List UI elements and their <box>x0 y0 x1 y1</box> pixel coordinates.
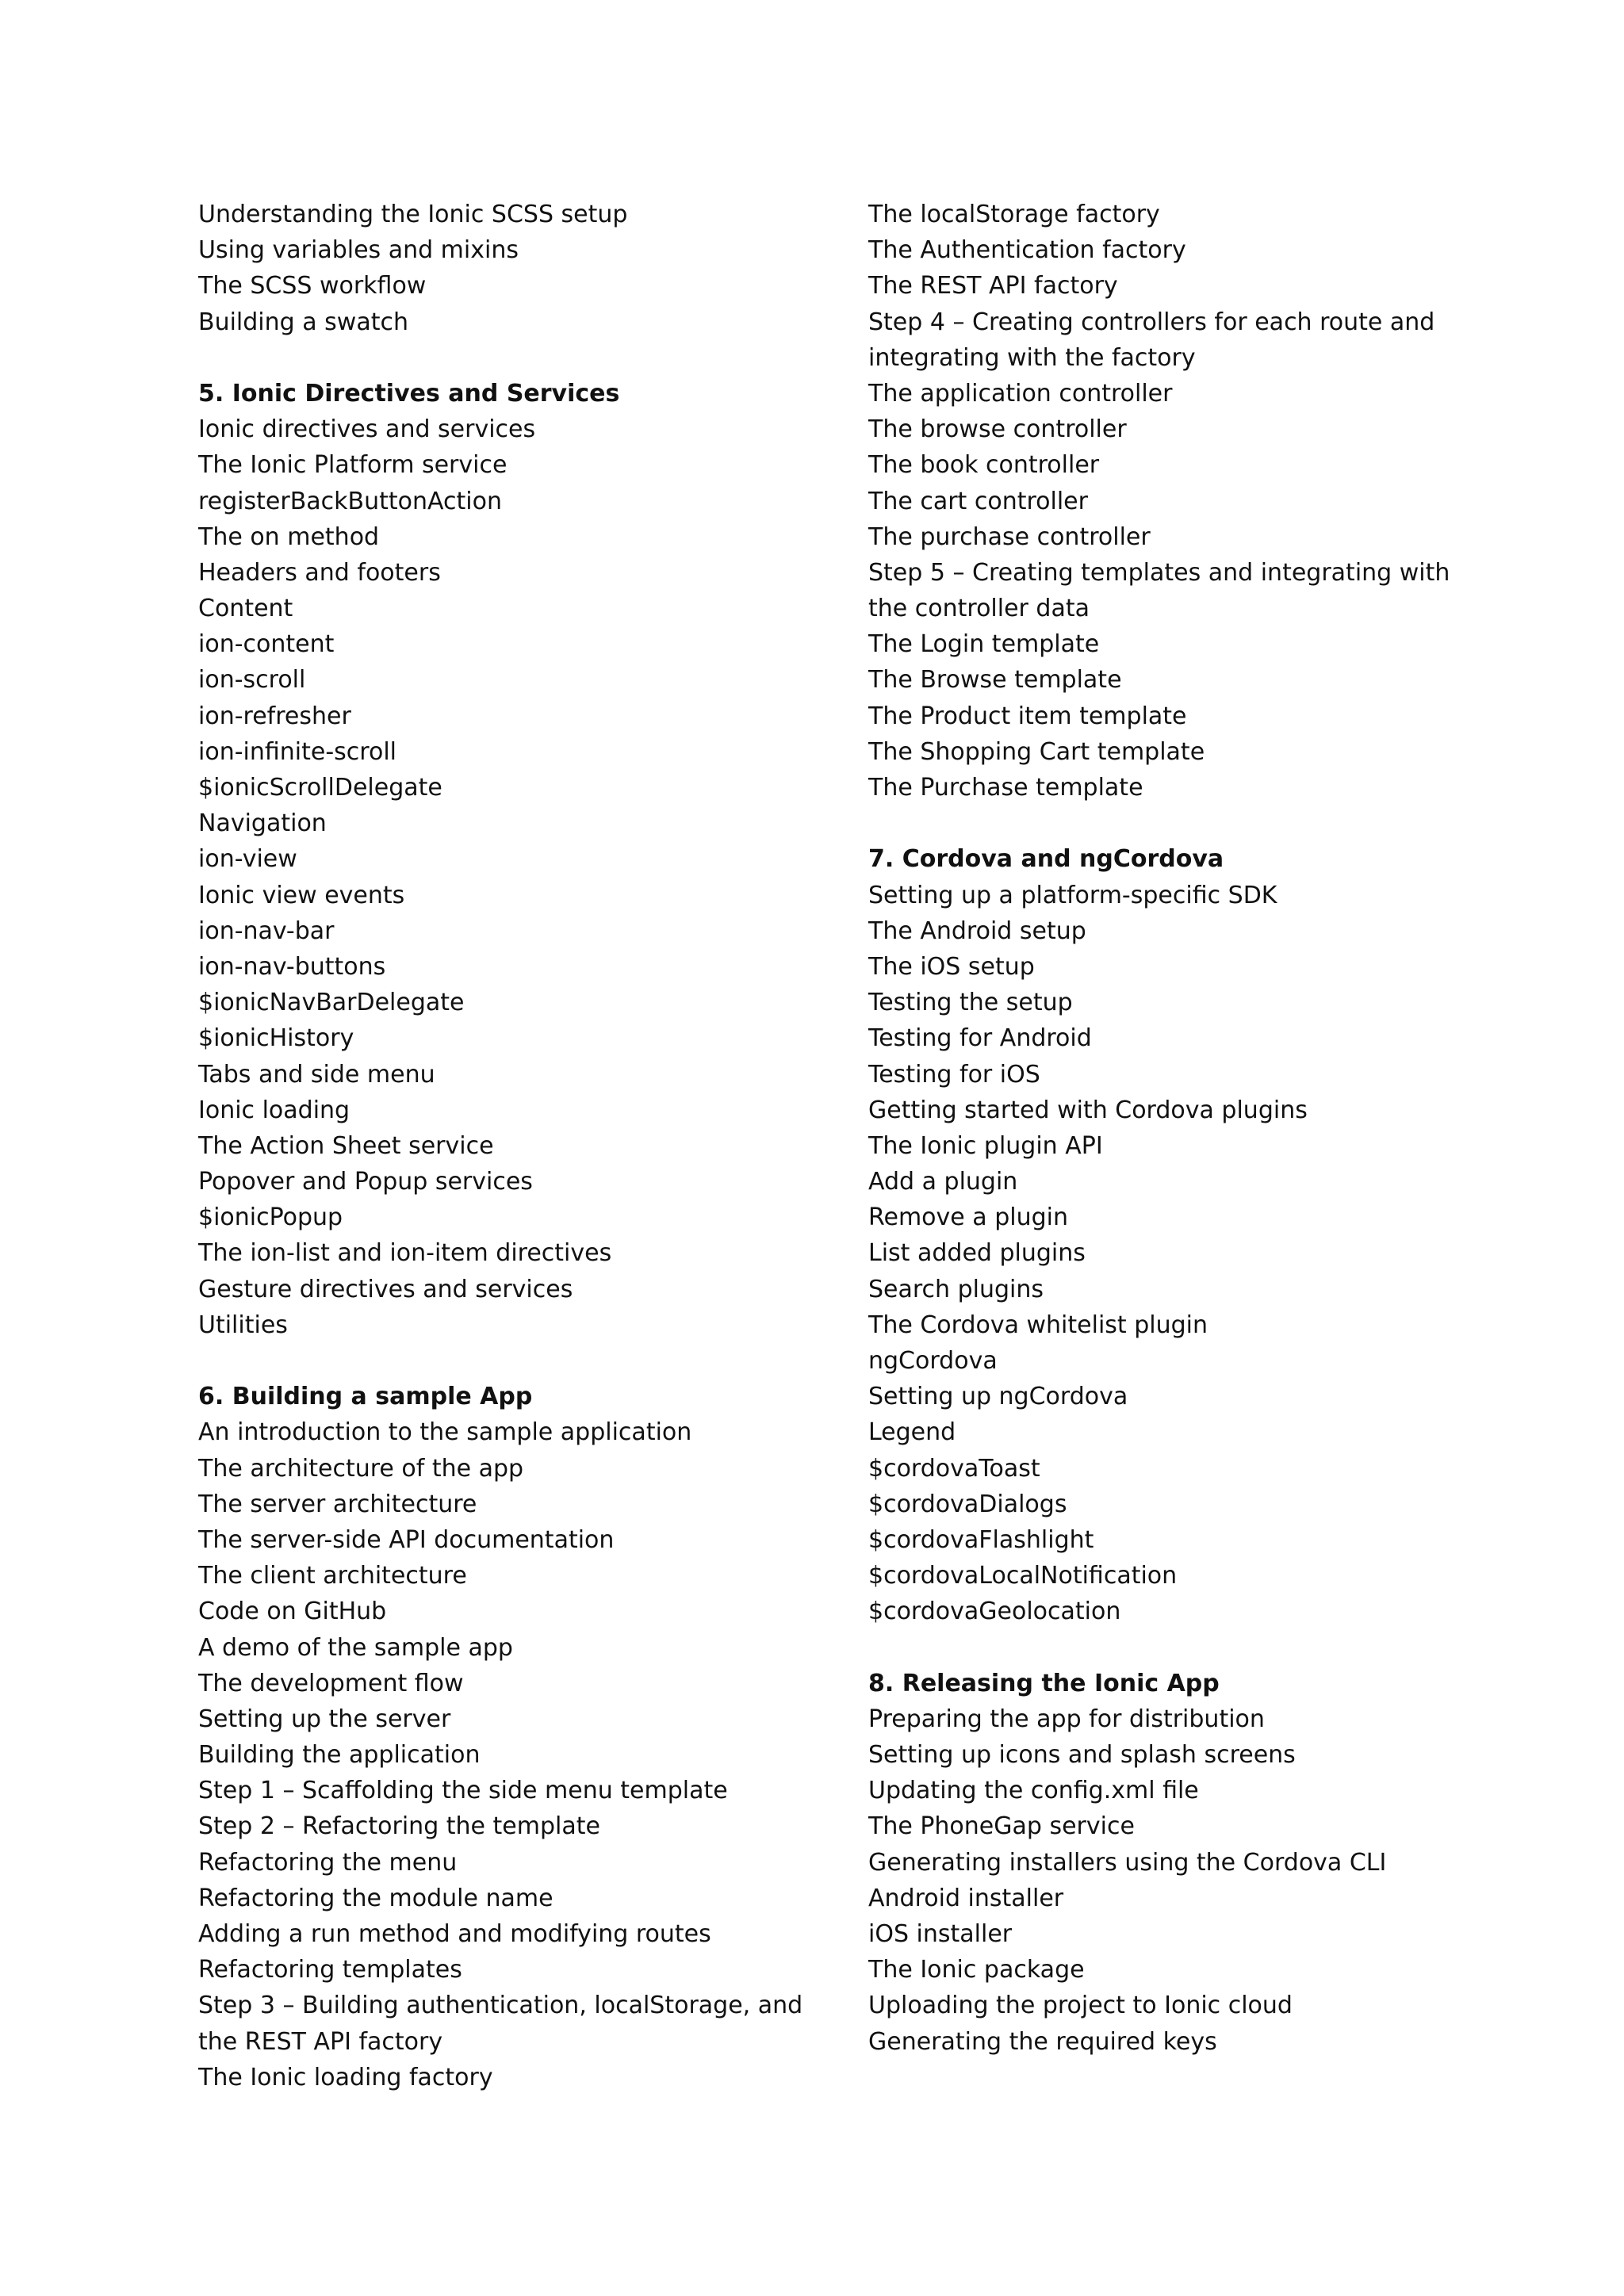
toc-entry: The Cordova whitelist plugin <box>868 1311 1208 1339</box>
toc-entry: ion-scroll <box>198 666 306 695</box>
toc-entry: Code on GitHub <box>198 1598 387 1626</box>
toc-entry: Remove a plugin <box>868 1203 1068 1232</box>
toc-entry: The development flow <box>198 1669 464 1697</box>
toc-entry: ion-content <box>198 630 335 659</box>
toc-entry: Testing for Android <box>868 1024 1092 1053</box>
toc-entry: ion-view <box>198 845 297 874</box>
toc-entry: The architecture of the app <box>198 1454 524 1483</box>
toc-entry: Setting up the server <box>198 1705 451 1733</box>
toc-entry: The Android setup <box>868 916 1086 945</box>
toc-entry: Step 1 – Scaffolding the side menu template <box>198 1777 728 1805</box>
toc-entry: The Authentication factory <box>868 236 1186 265</box>
toc-entry: The REST API factory <box>868 272 1118 300</box>
toc-entry: $cordovaLocalNotification <box>868 1562 1178 1590</box>
toc-entry: The purchase controller <box>868 522 1151 551</box>
toc-entry: Refactoring the menu <box>198 1848 458 1877</box>
chapter-heading: 8. Releasing the Ionic App <box>868 1669 1220 1697</box>
chapter-heading: 6. Building a sample App <box>198 1383 533 1411</box>
toc-entry: An introduction to the sample application <box>198 1418 692 1447</box>
toc-entry: The Browse template <box>868 666 1122 695</box>
toc-entry: The Ionic Platform service <box>198 451 508 480</box>
toc-entry: Generating the required keys <box>868 2027 1217 2056</box>
toc-entry: ion-nav-buttons <box>198 952 386 981</box>
toc-entry: Testing the setup <box>868 989 1073 1017</box>
toc-entry: Add a plugin <box>868 1168 1018 1196</box>
toc-entry: Search plugins <box>868 1275 1044 1303</box>
toc-entry: Preparing the app for distribution <box>868 1705 1265 1733</box>
toc-entry: Step 4 – Creating controllers for each route and <box>868 308 1435 336</box>
toc-entry: The book controller <box>868 451 1100 480</box>
section-spacer <box>198 340 880 376</box>
toc-entry: The Ionic loading factory <box>198 2063 493 2091</box>
toc-entry: The Login template <box>868 630 1100 659</box>
toc-entry: integrating with the factory <box>868 343 1196 372</box>
toc-entry: Step 2 – Refactoring the template <box>198 1812 600 1841</box>
toc-entry: the REST API factory <box>198 2027 443 2056</box>
toc-entry: The PhoneGap service <box>868 1812 1135 1841</box>
toc-entry: The server architecture <box>198 1490 477 1518</box>
toc-entry: The cart controller <box>868 487 1088 515</box>
toc-entry: Ionic view events <box>198 881 405 909</box>
toc-entry: Setting up a platform-specific SDK <box>868 881 1277 909</box>
toc-entry: Ionic loading <box>198 1096 350 1124</box>
toc-entry: ngCordova <box>868 1347 998 1375</box>
toc-entry: Refactoring the module name <box>198 1884 553 1912</box>
toc-entry: Adding a run method and modifying routes <box>198 1920 711 1948</box>
toc-entry: The Ionic package <box>868 1956 1085 1984</box>
toc-entry: $ionicScrollDelegate <box>198 774 442 802</box>
toc-entry: Testing for iOS <box>868 1060 1040 1089</box>
toc-entry: Step 5 – Creating templates and integrating with <box>868 558 1450 587</box>
toc-entry: Setting up ngCordova <box>868 1383 1128 1411</box>
toc-entry: List added plugins <box>868 1239 1086 1268</box>
toc-entry: $ionicHistory <box>198 1024 354 1053</box>
toc-entry: The Shopping Cart template <box>868 737 1205 766</box>
toc-entry: Understanding the Ionic SCSS setup <box>198 201 628 228</box>
toc-entry: registerBackButtonAction <box>198 487 502 515</box>
toc-entry: The on method <box>198 522 380 551</box>
toc-entry: The client architecture <box>198 1562 467 1590</box>
toc-entry: The Product item template <box>868 702 1187 730</box>
toc-entry: Building a swatch <box>198 308 408 336</box>
toc-entry: Navigation <box>198 809 327 838</box>
toc-entry: The iOS setup <box>868 952 1035 981</box>
toc-entry: Content <box>198 595 293 623</box>
section-spacer <box>868 1630 1550 1666</box>
toc-entry: $cordovaFlashlight <box>868 1525 1094 1554</box>
toc-entry: Headers and footers <box>198 558 441 587</box>
toc-entry: ion-nav-bar <box>198 916 335 945</box>
toc-entry: Setting up icons and splash screens <box>868 1741 1296 1770</box>
toc-entry: $ionicPopup <box>198 1203 343 1232</box>
toc-entry: ion-infinite-scroll <box>198 737 396 766</box>
toc-entry: Step 3 – Building authentication, localStorage, and <box>198 1992 803 2020</box>
toc-entry: $ionicNavBarDelegate <box>198 989 465 1017</box>
toc-entry: Updating the config.xml file <box>868 1777 1199 1805</box>
toc-entry: Legend <box>868 1418 956 1447</box>
toc-right-column <box>868 197 1550 2060</box>
toc-entry: Tabs and side menu <box>198 1060 435 1089</box>
toc-entry: Using variables and mixins <box>198 236 519 265</box>
toc-entry: The SCSS workflow <box>198 272 427 300</box>
toc-entry: Getting started with Cordova plugins <box>868 1096 1308 1124</box>
toc-entry: the controller data <box>868 595 1090 623</box>
toc-entry: The Ionic plugin API <box>868 1131 1103 1160</box>
toc-entry: $cordovaDialogs <box>868 1490 1067 1518</box>
chapter-heading: 5. Ionic Directives and Services <box>198 379 620 408</box>
section-spacer <box>198 1343 880 1379</box>
toc-entry: Refactoring templates <box>198 1956 462 1984</box>
toc-entry: Building the application <box>198 1741 481 1770</box>
toc-entry: The ion-list and ion-item directives <box>198 1239 612 1268</box>
toc-entry: A demo of the sample app <box>198 1633 513 1662</box>
toc-entry: The browse controller <box>868 415 1127 444</box>
toc-entry: $cordovaToast <box>868 1454 1040 1483</box>
toc-entry: iOS installer <box>868 1920 1013 1948</box>
toc-entry: The Action Sheet service <box>198 1131 494 1160</box>
chapter-heading: 7. Cordova and ngCordova <box>868 845 1224 874</box>
toc-entry: $cordovaGeolocation <box>868 1598 1121 1626</box>
toc-entry: Generating installers using the Cordova CLI <box>868 1848 1387 1877</box>
toc-left-column <box>198 197 880 2095</box>
toc-entry: The application controller <box>868 379 1173 408</box>
toc-entry: Gesture directives and services <box>198 1275 573 1303</box>
toc-entry: The server-side API documentation <box>198 1525 615 1554</box>
section-spacer <box>868 806 1550 841</box>
toc-entry: The localStorage factory <box>868 201 1160 228</box>
toc-entry: Android installer <box>868 1884 1064 1912</box>
toc-entry: Utilities <box>198 1311 288 1339</box>
toc-entry: Popover and Popup services <box>198 1168 533 1196</box>
toc-entry: The Purchase template <box>868 774 1143 802</box>
toc-entry: Ionic directives and services <box>198 415 536 444</box>
toc-entry: ion-refresher <box>198 702 351 730</box>
toc-entry: Uploading the project to Ionic cloud <box>868 1992 1293 2020</box>
